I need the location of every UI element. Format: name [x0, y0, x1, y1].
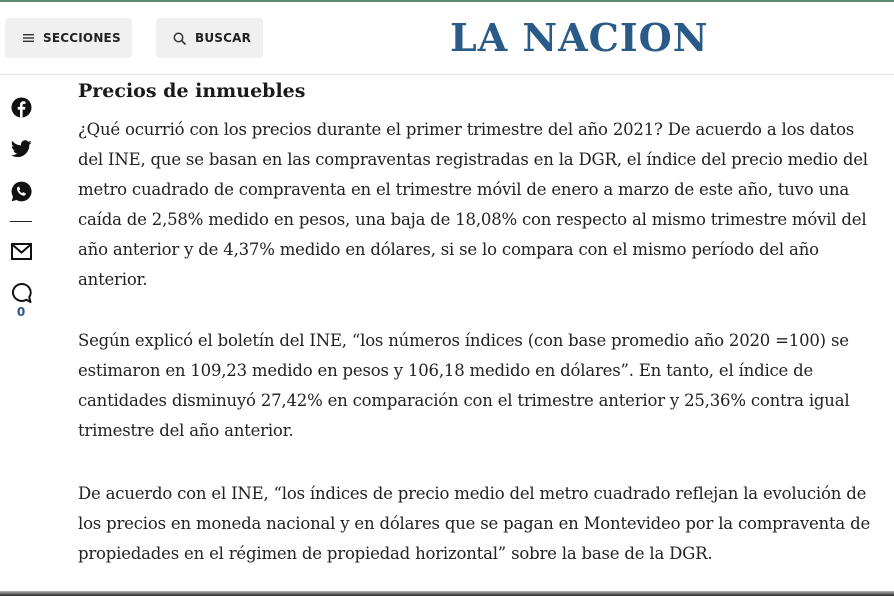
- paragraph-line: Según explicó el boletín del INE, “los números índices (con base promedio año 2020 =100) se: [78, 331, 849, 350]
- paragraph-2: [78, 326, 888, 446]
- whatsapp-icon: [11, 181, 32, 202]
- bottom-edge: [0, 591, 894, 596]
- article-body: [78, 76, 894, 563]
- twitter-share-button[interactable]: [9, 137, 33, 161]
- paragraph-line: De acuerdo con el INE, “los índices de precio medio del metro cuadrado reflejan la evolución de: [78, 484, 867, 503]
- twitter-icon: [11, 140, 32, 158]
- paragraph-line: ¿Qué ocurrió con los precios durante el primer trimestre del año 2021? De acuerdo a los datos: [78, 120, 855, 139]
- paragraph-3: [78, 479, 888, 569]
- comment-count: 0: [16, 305, 26, 319]
- mail-icon: [11, 243, 32, 260]
- paragraph-line: anterior.: [78, 270, 148, 289]
- comments-button[interactable]: [9, 281, 33, 305]
- search-button[interactable]: [156, 18, 263, 58]
- paragraph-line: año anterior y de 4,37% medido en dólares, si se lo compara con el mismo período del año: [78, 240, 819, 259]
- paragraph-line: los precios en moneda nacional y en dólares que se pagan en Montevideo por la compraventa de: [78, 514, 871, 533]
- comment-icon: [10, 282, 32, 304]
- section-subtitle: Precios de inmuebles: [78, 80, 306, 102]
- facebook-icon: [11, 97, 32, 118]
- facebook-share-button[interactable]: [9, 95, 33, 119]
- mail-share-button[interactable]: [9, 239, 33, 263]
- sections-label: SECCIONES: [43, 31, 121, 45]
- menu-icon: [23, 33, 34, 43]
- site-header: [0, 2, 894, 75]
- paragraph-line: cantidades disminuyó 27,42% en comparación con el trimestre anterior y 25,36% contra igual: [78, 391, 850, 410]
- paragraph-line: propiedades en el régimen de propiedad horizontal” sobre la base de la DGR.: [78, 544, 713, 563]
- whatsapp-share-button[interactable]: [9, 179, 33, 203]
- site-logo[interactable]: LA NACION: [450, 15, 709, 60]
- paragraph-line: estimaron en 109,23 medido en pesos y 106,18 medido en dólares”. En tanto, el índice de: [78, 361, 814, 380]
- paragraph-line: trimestre del año anterior.: [78, 421, 294, 440]
- paragraph-line: del INE, que se basan en las compraventas registradas en la DGR, el índice del precio medio del: [78, 150, 868, 169]
- paragraph-line: caída de 2,58% medido en pesos, una baja de 18,08% con respecto al mismo trimestre móvil del: [78, 210, 867, 229]
- paragraph-1: [78, 115, 888, 295]
- search-label: BUSCAR: [195, 31, 252, 45]
- sections-button[interactable]: [5, 18, 132, 58]
- search-icon: [173, 32, 186, 45]
- paragraph-line: metro cuadrado de compraventa en el trimestre móvil de enero a marzo de este año, tuvo una: [78, 180, 850, 199]
- share-divider: [10, 221, 32, 222]
